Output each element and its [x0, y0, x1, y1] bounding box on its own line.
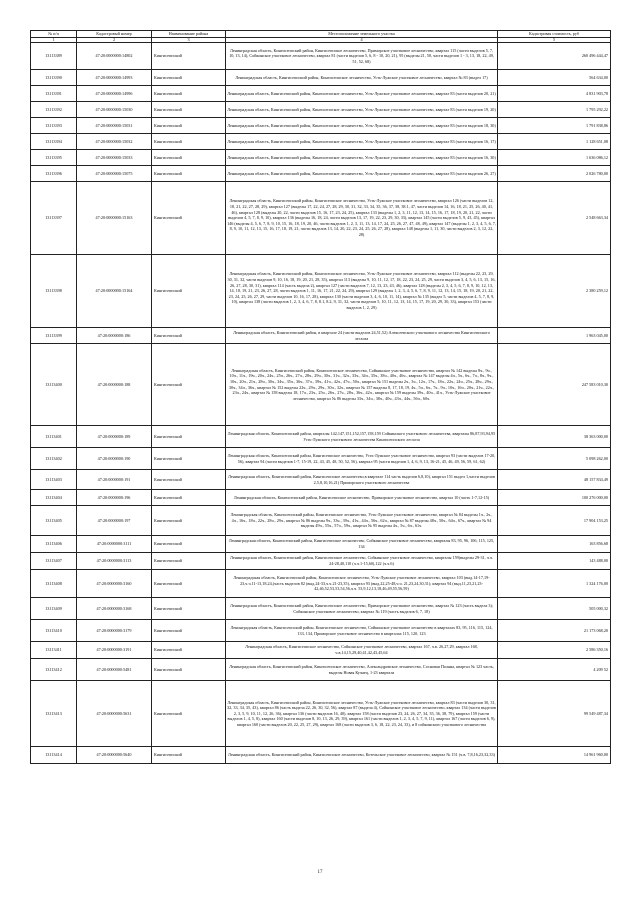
- cell-location: Ленинградская область, Кингисеппский район, Кингисеппское лесничество, Усть-Лужское участковое лесничество, квартал № 84 выделы 1ч., 2ч., 4ч., 16ч., 18ч., 22ч., 28ч., 29ч., квартал № 86 выделы 9ч., 33ч., 39ч., 41ч., 44ч., 56ч., 62ч., квартал № 87 выделы 48ч., 50ч., 64ч., 67ч., квартал № 94 выделы 49ч., 55ч., 57ч., 59ч., квартал № 95 выделы 4ч., 5ч., 6ч., 61ч.: [226, 506, 498, 536]
- cell-cadastral-value: 143 488,00: [498, 553, 611, 570]
- cell-district: Кингисеппский: [152, 470, 226, 490]
- cell-district: Кингисеппский: [152, 448, 226, 470]
- table-body: [31, 43, 611, 764]
- cell-location: Ленинградская область, Кингисеппский район, Кингисеппское лесничество, Сойкинское участковое лесничество, кварталы 83, 95, 96, 106, 115, 125, 134: [226, 536, 498, 553]
- cell-cadastral-value: 2 586 350,16: [498, 642, 611, 659]
- table-row: [31, 182, 611, 255]
- cell-row-number: 13113389: [31, 43, 77, 70]
- header-cadastral-value: Кадастровая стоимость, руб: [498, 31, 611, 38]
- cell-row-number: 13113404: [31, 490, 77, 506]
- cell-cadastral-number: 47:20:0000000:5481: [77, 659, 152, 681]
- cell-row-number: 13113408: [31, 570, 77, 598]
- cell-location: Ленинградская область, Кингисеппский район, Кингисеппское лесничество, Сойкинское участковое лесничество, квартал № 142 выделы 8ч., 9ч., 10ч., 11ч., 19ч., 20ч., 24ч., 25ч., 26ч., 27ч., 28ч., 29ч., 30ч., 31ч., 32ч., 33ч., 34ч., 35ч., 38ч., 40ч., 46ч., квартал № 147 выделы 4ч., 5ч., 6ч., 7ч., 8ч., 9ч., 10ч., 20ч., 21ч., 28ч., 30ч., 34ч., 35ч., 36ч., 37ч., 39ч., 41ч., 42ч., 47ч., 50ч., квартал № 151 выделы 2ч., 3ч., 12ч., 17ч., 18ч., 22ч., 24ч., 25ч., 28ч., 29ч., 30ч., 34ч., 36ч., квартал № 152 выделы 22ч., 29ч., 29ч., 30ч., 32ч., квартал № 157 выделы 8, 17, 18, 19, 4ч., 5ч., 6ч., 7ч., 9ч., 10ч., 16ч., 20ч., 21ч., 22ч., 23ч., 24ч., квартал № 158 выделы 18, 17ч., 23ч., 25ч., 26ч., 27ч., 28ч., 36ч., 42ч., квартал № 159 выделы 39ч., 40ч., 41ч., Усть-Лужское участковое лесничество, квартал № 86 выделы 33ч., 34ч., 38ч., 40ч., 43ч., 44ч., 56ч., 60ч.: [226, 344, 498, 426]
- cell-district: Кингисеппский: [152, 150, 226, 166]
- cell-cadastral-value: 38 363 000,00: [498, 426, 611, 448]
- cell-cadastral-number: 47:20:0000000:3160: [77, 570, 152, 598]
- cell-district: Кингисеппский: [152, 134, 226, 150]
- table-row: [31, 134, 611, 150]
- cell-district: Кингисеппский: [152, 426, 226, 448]
- cell-location: Ленинградская область, Кингисеппский район, Кингисеппское лесничество, Котельское участковое лесничество, квартал № 151 (ч.в. 7,8,16,23,32,33): [226, 747, 498, 764]
- cell-location: Ленинградская область, Кингисеппский район, Кингисеппское лесничество, Приморское участковое лесничество, квартал 10 (часть 1-7,12-15): [226, 490, 498, 506]
- cell-row-number: 13113400: [31, 344, 77, 426]
- cell-row-number: 13113396: [31, 166, 77, 182]
- cell-row-number: 13113411: [31, 642, 77, 659]
- table-row: [31, 747, 611, 764]
- cell-location: Ленинградская область, Кингисеппский район, в квартале 24 (части выделов 24,51,52) Алексеевского участкового лесничества Кингисеппского лесхоза: [226, 328, 498, 344]
- table-row: [31, 328, 611, 344]
- cell-location: Ленинградская область, Кингисеппский район, Кингисеппское лесничество, Усть-Лужское участковое лесничество, квартал 83 (части выделов 18, 30): [226, 118, 498, 134]
- cell-cadastral-number: 47:20:0000000:15075: [77, 166, 152, 182]
- column-number: 5: [498, 38, 611, 43]
- table-row: [31, 553, 611, 570]
- header-cadastral-number: Кадастровый номер: [77, 31, 152, 38]
- table-row: [31, 426, 611, 448]
- table-row: [31, 43, 611, 70]
- cell-location: Ленинградская область, Кингисеппское лесничество, Сойкинское участковое лесничество, квартал 167, ч.в. 26,27,29, квартал 168, ч.в.14,15,29,40,41,42,43,45,64: [226, 642, 498, 659]
- cell-district: Кингисеппский: [152, 490, 226, 506]
- cell-district: Кингисеппский: [152, 506, 226, 536]
- table-row: [31, 448, 611, 470]
- cell-location: Ленинградская область, Кингисеппский район, Кингисеппское лесничество, Усть-Лужское участковое лесничество, квартал 83 (части выделов 19, 20): [226, 102, 498, 118]
- cell-district: Кингисеппский: [152, 642, 226, 659]
- cell-cadastral-number: 47:20:0000000:189: [77, 426, 152, 448]
- cell-cadastral-value: 1 128 651,08: [498, 134, 611, 150]
- cell-cadastral-value: 260 496 444,47: [498, 43, 611, 70]
- cell-cadastral-number: 47:20:0000000:3113: [77, 553, 152, 570]
- cell-cadastral-number: 47:20:0000000:188: [77, 344, 152, 426]
- table-row: [31, 570, 611, 598]
- cell-cadastral-value: 4 209 52: [498, 659, 611, 681]
- cell-district: Кингисеппский: [152, 570, 226, 598]
- cell-cadastral-number: 47:20:0000000:15033: [77, 150, 152, 166]
- cell-cadastral-number: 47:20:0000000:3179: [77, 620, 152, 642]
- cell-location: Ленинградская область, Кингисеппский район, Кингисеппское лесничество, Усть-Лужское участковое лесничество, квартал 83 (части выделов 16, 30): [226, 150, 498, 166]
- cell-district: Кингисеппский: [152, 553, 226, 570]
- table-row: [31, 150, 611, 166]
- cell-cadastral-number: 47:20:0000000:3111: [77, 536, 152, 553]
- cell-cadastral-value: 163 856,68: [498, 536, 611, 553]
- cell-cadastral-number: 47:20:0000000:15030: [77, 102, 152, 118]
- document-page: [30, 30, 610, 764]
- cell-row-number: 13113395: [31, 150, 77, 166]
- cell-row-number: 13113391: [31, 86, 77, 102]
- header-no: № п/п: [31, 31, 77, 38]
- cell-district: Кингисеппский: [152, 747, 226, 764]
- header-location: Местоположение земельного участка: [226, 31, 498, 38]
- cell-cadastral-value: 99 549 487,34: [498, 681, 611, 747]
- cell-location: Ленинградская область, Кингисеппский район, кварталы 142,147,151,152,157,158,159 Сойкинского участкового лесничества, кварталы 86,87,93,94,95 Усть-Лужского участкового лесничества Кингисеппского лесхоза: [226, 426, 498, 448]
- cell-cadastral-value: 100 276 000,00: [498, 490, 611, 506]
- column-number: 1: [31, 38, 77, 43]
- table-row: [31, 344, 611, 426]
- cell-district: Кингисеппский: [152, 86, 226, 102]
- table-row: [31, 166, 611, 182]
- cell-cadastral-value: 505 000,32: [498, 598, 611, 620]
- cell-cadastral-number: 47:20:0000000:14802: [77, 43, 152, 70]
- cell-district: Кингисеппский: [152, 182, 226, 255]
- cell-location: Ленинградская область, Кингисеппский район, Кингисеппское лесничество, Усть-Лужское участковое лесничество, квартал 83 (части выделов 20, 21): [226, 86, 498, 102]
- cell-cadastral-value: 2 026 780,00: [498, 166, 611, 182]
- table-row: [31, 490, 611, 506]
- cell-location: Ленинградская область, Кингисеппский район, Кингисеппское лесничество, Александровское лесничество, Сосновая Поляна, квартал № 123 часть, выделы Новая Кузнец, 1-23 квартала: [226, 659, 498, 681]
- cell-row-number: 13113414: [31, 747, 77, 764]
- cell-district: Кингисеппский: [152, 344, 226, 426]
- cell-cadastral-number: 47:20:0000000:15032: [77, 134, 152, 150]
- cell-district: Кингисеппский: [152, 536, 226, 553]
- cell-district: Кингисеппский: [152, 681, 226, 747]
- cell-row-number: 13113413: [31, 681, 77, 747]
- cell-row-number: 13113390: [31, 70, 77, 86]
- cell-cadastral-value: 564 634,00: [498, 70, 611, 86]
- cell-row-number: 13113399: [31, 328, 77, 344]
- cell-district: Кингисеппский: [152, 166, 226, 182]
- cell-row-number: 13113398: [31, 255, 77, 328]
- cell-row-number: 13113394: [31, 134, 77, 150]
- cell-location: Ленинградская область, Кингисеппский район, Кингисеппское лесничество, Приморское участковое лесничество, квартал № 123 (часть выдела 3); Сойкинское участковое лесничество, квартал № 119 (часть выделов 6, 7, 18): [226, 598, 498, 620]
- table-row: [31, 255, 611, 328]
- cell-location: Ленинградская область, Кингисеппский район, Кингисеппское лесничество, Усть-Лужское участковое лесничество, квартал 83 (части выделов 26, 27): [226, 166, 498, 182]
- cell-location: Ленинградская область, Кингисеппский район, Кингисеппское лесничество, Усть-Лужское участковое лесничество, квартал 83 (части выделов 30, 31, 32, 33, 34, 35, 43), квартал 86 (часть выдела 22, 26, 30, 32, 56), квартал 87 (выдела 4), Сойкинское участковое лесничество, квартал 134 (части выделов 2, 3, 5, 9, 10, 11, 12, 26, 36), квартал 136 (части выделов 16, 40), квартал 158 (части выделов 23, 24, 26, 27, 34, 35, 36, 38, 79), квартал 159 (части выделов 1, 4, 5, 8), квартал 160 (части выделов 8, 10, 13, 26, 29, 39), квартал 161 (части выделов 1, 2, 3, 4, 5, 7, 9, 11), квартал 167 (части выделов 6, 9), квартал 160 (части выделов 20, 22, 25, 27, 29), квартал 168 (части выделов 3, 6, 18, 22, 23, 24, 33), и 8 сойкинского участкового лесничества: [226, 681, 498, 747]
- cell-district: Кингисеппский: [152, 659, 226, 681]
- cell-cadastral-number: 47:20:0000000:14993: [77, 70, 152, 86]
- cell-cadastral-value: 1 324 176,00: [498, 570, 611, 598]
- cell-district: Кингисеппский: [152, 328, 226, 344]
- cell-location: Ленинградская область, Кингисеппский район, Кингисеппское лесничество, Усть-Лужское участковое лесничество, квартал № 83 (выдел 17): [226, 70, 498, 86]
- cell-row-number: 13113403: [31, 470, 77, 490]
- header-district: Наименование района: [152, 31, 226, 38]
- table-row: [31, 86, 611, 102]
- cell-cadastral-number: 47:20:0000000:15031: [77, 118, 152, 134]
- cell-cadastral-number: 47:20:0000000:3191: [77, 642, 152, 659]
- cell-cadastral-value: 1 795 292,22: [498, 102, 611, 118]
- cell-row-number: 13113410: [31, 620, 77, 642]
- table-row: [31, 102, 611, 118]
- cell-cadastral-number: 47:20:0000000:5631: [77, 681, 152, 747]
- cell-cadastral-number: 47:20:0000000:5640: [77, 747, 152, 764]
- cell-row-number: 13113406: [31, 536, 77, 553]
- cell-row-number: 13113402: [31, 448, 77, 470]
- cell-cadastral-value: 17 904 153,25: [498, 506, 611, 536]
- table-row: [31, 536, 611, 553]
- cell-cadastral-value: 21 173 068,20: [498, 620, 611, 642]
- cell-district: Кингисеппский: [152, 70, 226, 86]
- cell-location: Ленинградская область, Кингисеппский район, Кингисеппское лесничество, Сойкинское участковое лесничество в кварталах 83, 95, 116, 115, 124, 133, 134, Приморское участковое лесничество в кварталах 115, 120, 123: [226, 620, 498, 642]
- cell-row-number: 13113401: [31, 426, 77, 448]
- cell-district: Кингисеппский: [152, 255, 226, 328]
- cell-row-number: 13113393: [31, 118, 77, 134]
- cell-cadastral-value: 1 636 086,12: [498, 150, 611, 166]
- cell-cadastral-number: 47:20:0000000:186: [77, 328, 152, 344]
- cell-cadastral-value: 14 961 960,00: [498, 747, 611, 764]
- cell-cadastral-value: 247 583 010,30: [498, 344, 611, 426]
- cell-row-number: 13113412: [31, 659, 77, 681]
- table-header-row: [31, 31, 611, 38]
- table-row: [31, 506, 611, 536]
- cell-location: Ленинградская область, Кингисеппский район, Кингисеппское лесничество, Сойкинское участковое лесничество, кварталы 159(выделы 29-31, ч.ч. 24-28,40,110 (ч.ч.1-15,60),122 (ч.ч.6): [226, 553, 498, 570]
- cell-cadastral-value: 2 380 259,12: [498, 255, 611, 328]
- cell-cadastral-number: 47:20:0000000:196: [77, 490, 152, 506]
- cell-row-number: 13113407: [31, 553, 77, 570]
- cell-location: Ленинградская область, Кингисеппский район, Кингисеппское лесничество, Усть-Лужское участковое лесничество, квартал 83 (части выделов 16, 17): [226, 134, 498, 150]
- cell-cadastral-value: 4 831 903,78: [498, 86, 611, 102]
- table-row: [31, 642, 611, 659]
- table-row: [31, 118, 611, 134]
- cell-location: Ленинградская область, Кингисеппский район, Кингисеппское лесничество, Приморское участковое лесничество, квартал 115 (части выделов 5, 7, 10, 13, 14), Сойкинское участковое лесничество, квартал 81 (части выделов 5, 6, 8 - 10, 20, 21), 95 (выделы 21, 50, части выделов 1 - 3, 13, 18, 22, 49, 51, 52, 68): [226, 43, 498, 70]
- cell-district: Кингисеппский: [152, 620, 226, 642]
- cadastral-table: [30, 30, 611, 764]
- cell-location: Ленинградская область, Кингисеппский район, Кингисеппское лесничество, Усть-Лужское участковое лесничество, квартал 112 (выделы 22, 23, 29, 30, 31, 32, части выделов 9, 10, 16, 18, 19, 20, 21, 28, 35), квартал 113 (выделы 9, 10, 11, 12, 17, 18, 22, 23, 24, 25, 29, части выделов 3, 4, 5, 6, 13, 15, 16, 26, 27, 28, 30, 31), квартал 114 (часть выдела 2), квартал 127 (части выделов 7, 12, 13, 23, 43, 46), квартал 128 (выделы 2, 3, 4, 5, 6, 7, 8, 9, 10, 12, 13, 14, 18, 19, 21, 23, 26, 27, 28, части выделов 1, 11, 16, 17, 21, 22, 24, 29), квартал 129 (выделы 1, 2, 3, 4, 5, 6, 7, 8, 9, 11, 12, 13, 14, 15, 18, 19, 20, 21, 22, 23, 24, 25, 26, 27, 29, части выделов 10, 16, 17, 28), квартал 130 (части выделов 3, 4, 6, 10, 11, 14), квартал № 135 (выдел 5, части выделов 4, 5, 7, 8, 9, 10), квартал 138 (части выделов 1, 2, 3, 4, 6, 7, 8, 8.1, 8.2, 9, 31, 32, части выделов 5, 10, 11, 12, 13, 14, 15, 17, 19, 20, 29, 30, 33), квартал 153 (части выделов 1, 2, 29): [226, 255, 498, 328]
- table-row: [31, 470, 611, 490]
- cell-row-number: 13113392: [31, 102, 77, 118]
- cell-row-number: 13113409: [31, 598, 77, 620]
- cell-location: Ленинградская область, Кингисеппский район, Кингисеппское лесничество, Усть-Лужское участковое лесничество, квартал 103 (выд.14-17,19-23,ч.ч.11-13,18,24,(часть выделов 82 (выд.24-33,ч.ч.21-23,35), квартал 93 (выд.22,25-48,ч.ч. 21,23,24,30,31); квартал 94 (выд.11,23,21,23-42,46,52,53,53,54,56,ч.ч. 53,9,12,13,18,46,49,55,56,59): [226, 570, 498, 598]
- cell-cadastral-number: 47:20:0000000:190: [77, 448, 152, 470]
- cell-district: Кингисеппский: [152, 118, 226, 134]
- cell-location: Ленинградская область, Кингисеппский район, Кингисеппское лесничество, Усть-Лужское участковое лесничество, квартал 93 (части выделов 17-20, 56), квартал 94 (части выделов 1-7, 15-19, 22, 43, 45, 48, 50, 52, 56), квартал 95 (части выделов 1, 4, 6, 9, 13, 16-21, 45, 46, 49, 56, 59, 61, 62): [226, 448, 498, 470]
- table-row: [31, 620, 611, 642]
- cell-cadastral-number: 47:20:0000000:3168: [77, 598, 152, 620]
- cell-cadastral-number: 47:20:0000000:197: [77, 506, 152, 536]
- table-row: [31, 659, 611, 681]
- cell-cadastral-number: 47:20:0000000:191: [77, 470, 152, 490]
- cell-location: Ленинградская область, Кингисеппский район, Кингисеппское лесничество,в квартале 114 часть выделов 6,8,10), квартал 151 выдел 1,части выделов 2,5,8,10,16,21) Приморского участкового лесничества: [226, 470, 498, 490]
- cell-cadastral-number: 47:20:0000000:15163: [77, 182, 152, 255]
- cell-cadastral-value: 2 548 663,34: [498, 182, 611, 255]
- table-row: [31, 681, 611, 747]
- cell-district: Кингисеппский: [152, 102, 226, 118]
- cell-location: Ленинградская область, Кингисеппский район, Кингисеппское лесничество, Усть-Лужское участковое лесничество, квартал 126 (части выделов 12, 18, 21, 22, 27, 28, 29), квартал 127 (выделы 17, 22, 24, 27, 28, 29, 30, 31, 32, 33, 34, 35, 36, 37, 38, 38.1, 47, части выделов 14, 16, 18, 21, 25, 26, 40, 41, 46), квартал 128 (выделы 20, 22, части выделов 15, 16, 17, 23, 24, 25), квартал 133 (выделы 1, 2, 3, 11, 12, 13, 14, 15, 16, 17, 18, 19, 20, 21, 22, части выделов 4, 5, 7, 8, 9, 10), квартал 136 (выделы 16, 18, 24, части выделов 13, 17, 19, 22, 23, 29, 30, 33), квартал 145 (части выделов 5, 9, 43, 45), квартал 146 (выделы 4, 5, 6, 7, 8, 9, 10, 15, 16, 18, 19, 20, 46, части выделов 1, 2, 3, 11, 13, 14, 17, 24, 25, 26, 27, 47, 48, 49), квартал 147 (выделы 1, 2, 3, 4, 5, 6, 7, 8, 9, 10, 11, 12, 13, 15, 16, 17, 18, 19, 21, части выделов 13, 14, 20, 22, 23, 24, 25, 26, 27, 28), квартал 148 (выделы 1, 11, 30, части выделов 2, 3, 12, 22, 28): [226, 182, 498, 255]
- column-number: 4: [226, 38, 498, 43]
- column-number: 3: [152, 38, 226, 43]
- table-row: [31, 70, 611, 86]
- cell-cadastral-value: 1 791 838,86: [498, 118, 611, 134]
- column-number: 2: [77, 38, 152, 43]
- table-row: [31, 598, 611, 620]
- cell-row-number: 13113397: [31, 182, 77, 255]
- cell-cadastral-number: 47:20:0000000:14996: [77, 86, 152, 102]
- cell-district: Кингисеппский: [152, 598, 226, 620]
- cell-district: Кингисеппский: [152, 43, 226, 70]
- cell-cadastral-value: 48 157 834,49: [498, 470, 611, 490]
- cell-cadastral-value: 5 098 262,00: [498, 448, 611, 470]
- cell-cadastral-number: 47:20:0000000:15164: [77, 255, 152, 328]
- cell-row-number: 13113405: [31, 506, 77, 536]
- cell-cadastral-value: 1 963 045,00: [498, 328, 611, 344]
- page-number: 17: [317, 870, 323, 875]
